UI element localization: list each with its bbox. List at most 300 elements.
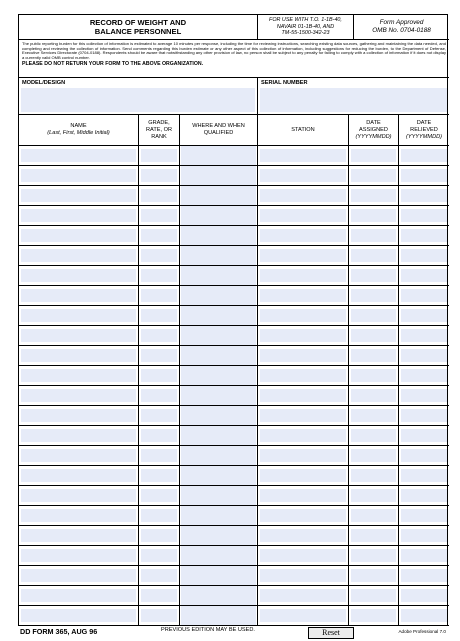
name-cell	[19, 486, 139, 505]
date-assigned-field[interactable]	[351, 549, 396, 562]
table-row	[19, 606, 449, 626]
table-row	[19, 446, 449, 466]
date-relieved-field[interactable]	[401, 369, 447, 382]
date-relieved-field[interactable]	[401, 229, 447, 242]
grade-field[interactable]	[141, 229, 177, 242]
table-row	[19, 566, 449, 586]
date-assigned-cell	[349, 286, 399, 305]
grade-cell	[139, 426, 180, 445]
date-assigned-field[interactable]	[351, 289, 396, 302]
name-field[interactable]	[21, 549, 136, 562]
date-assigned-field[interactable]	[351, 229, 396, 242]
station-cell	[258, 386, 349, 405]
column-header-name	[19, 115, 139, 145]
grade-field[interactable]	[141, 429, 177, 442]
column-header-date-assigned-line3: (YYYYMMDD)	[355, 133, 392, 140]
date-assigned-cell	[349, 526, 399, 545]
name-cell	[19, 506, 139, 525]
station-cell	[258, 606, 349, 625]
grade-cell	[139, 526, 180, 545]
date-assigned-field[interactable]	[351, 309, 396, 322]
date-assigned-cell	[349, 446, 399, 465]
serial-number-field[interactable]	[260, 88, 447, 112]
date-assigned-field[interactable]	[351, 269, 396, 282]
grade-cell	[139, 186, 180, 205]
column-header-qualified-line1: WHERE AND WHEN	[192, 123, 245, 129]
station-cell	[258, 406, 349, 425]
station-cell	[258, 166, 349, 185]
grade-field[interactable]	[141, 289, 177, 302]
date-assigned-cell	[349, 406, 399, 425]
date-relieved-field[interactable]	[401, 509, 447, 522]
column-header-qualified-line2: QUALIFIED	[203, 130, 234, 136]
date-assigned-field[interactable]	[351, 429, 396, 442]
name-field[interactable]	[21, 149, 136, 162]
qualified-field[interactable]	[181, 346, 256, 365]
omb-approval	[354, 15, 449, 40]
qualified-cell	[180, 486, 258, 505]
date-assigned-field[interactable]	[351, 189, 396, 202]
date-assigned-cell	[349, 166, 399, 185]
date-assigned-cell	[349, 586, 399, 605]
station-cell	[258, 546, 349, 565]
date-relieved-field[interactable]	[401, 329, 447, 342]
model-design-label: MODEL/DESIGN	[22, 80, 66, 86]
station-cell	[258, 326, 349, 345]
grade-field[interactable]	[141, 409, 177, 422]
date-assigned-field[interactable]	[351, 449, 396, 462]
form-number: DD FORM 365, AUG 96	[20, 627, 98, 636]
qualified-cell	[180, 466, 258, 485]
station-field[interactable]	[260, 329, 346, 342]
name-field[interactable]	[21, 489, 136, 502]
date-assigned-cell	[349, 486, 399, 505]
table-row	[19, 366, 449, 386]
name-field[interactable]	[21, 389, 136, 402]
date-relieved-field[interactable]	[401, 429, 447, 442]
grade-cell	[139, 146, 180, 165]
grade-cell	[139, 346, 180, 365]
station-cell	[258, 366, 349, 385]
station-field[interactable]	[260, 589, 346, 602]
grade-cell	[139, 406, 180, 425]
grade-field[interactable]	[141, 589, 177, 602]
date-assigned-cell	[349, 466, 399, 485]
station-field[interactable]	[260, 369, 346, 382]
date-relieved-cell	[399, 486, 449, 505]
name-field[interactable]	[21, 589, 136, 602]
date-relieved-cell	[399, 226, 449, 245]
qualified-field[interactable]	[181, 446, 256, 465]
qualified-field[interactable]	[181, 166, 256, 185]
grade-field[interactable]	[141, 549, 177, 562]
date-assigned-field[interactable]	[351, 349, 396, 362]
table-row	[19, 586, 449, 606]
qualified-cell	[180, 446, 258, 465]
column-header-grade-line3: RANK	[151, 133, 167, 140]
name-field[interactable]	[21, 449, 136, 462]
name-cell	[19, 326, 139, 345]
qualified-cell	[180, 326, 258, 345]
station-field[interactable]	[260, 189, 346, 202]
date-relieved-cell	[399, 466, 449, 485]
qualified-field[interactable]	[181, 406, 256, 425]
form-footer	[18, 627, 448, 641]
station-field[interactable]	[260, 309, 346, 322]
qualified-field[interactable]	[181, 426, 256, 445]
date-assigned-cell	[349, 606, 399, 625]
column-header-grade-line1: GRADE,	[148, 119, 170, 126]
name-field[interactable]	[21, 469, 136, 482]
station-cell	[258, 266, 349, 285]
date-relieved-cell	[399, 246, 449, 265]
table-header	[19, 115, 449, 146]
date-assigned-cell	[349, 386, 399, 405]
grade-field[interactable]	[141, 569, 177, 582]
date-relieved-cell	[399, 206, 449, 225]
station-cell	[258, 466, 349, 485]
grade-cell	[139, 266, 180, 285]
date-relieved-field[interactable]	[401, 249, 447, 262]
column-header-grade	[139, 115, 180, 145]
name-field[interactable]	[21, 269, 136, 282]
for-use-line1: FOR USE WITH T.O. 1-1B-40,	[269, 17, 342, 23]
name-cell	[19, 446, 139, 465]
grade-cell	[139, 226, 180, 245]
qualified-field[interactable]	[181, 546, 256, 565]
name-field[interactable]	[21, 349, 136, 362]
date-relieved-field[interactable]	[401, 409, 447, 422]
grade-field[interactable]	[141, 509, 177, 522]
station-field[interactable]	[260, 409, 346, 422]
date-relieved-field[interactable]	[401, 469, 447, 482]
grade-field[interactable]	[141, 369, 177, 382]
station-cell	[258, 446, 349, 465]
do-not-return-warning: PLEASE DO NOT RETURN YOUR FORM TO THE ABOVE ORGANIZATION.	[22, 60, 204, 67]
station-cell	[258, 306, 349, 325]
for-use-line2: NAVAIR 01-1B-40, AND	[276, 23, 335, 30]
date-relieved-field[interactable]	[401, 289, 447, 302]
station-field[interactable]	[260, 609, 346, 622]
name-field[interactable]	[21, 509, 136, 522]
qualified-cell	[180, 146, 258, 165]
station-field[interactable]	[260, 249, 346, 262]
grade-cell	[139, 486, 180, 505]
date-assigned-field[interactable]	[351, 529, 396, 542]
station-field[interactable]	[260, 269, 346, 282]
station-cell	[258, 226, 349, 245]
table-row	[19, 246, 449, 266]
date-assigned-field[interactable]	[351, 329, 396, 342]
date-relieved-cell	[399, 566, 449, 585]
form-approved-label: Form Approved	[379, 19, 424, 26]
grade-cell	[139, 506, 180, 525]
station-field[interactable]	[260, 149, 346, 162]
table-row	[19, 406, 449, 426]
grade-field[interactable]	[141, 329, 177, 342]
qualified-field[interactable]	[181, 466, 256, 485]
date-assigned-cell	[349, 306, 399, 325]
station-cell	[258, 426, 349, 445]
grade-cell	[139, 286, 180, 305]
qualified-field[interactable]	[181, 326, 256, 345]
station-field[interactable]	[260, 229, 346, 242]
date-relieved-field[interactable]	[401, 269, 447, 282]
station-field[interactable]	[260, 349, 346, 362]
column-header-name-line2: (Last, First, Middle Initial)	[47, 130, 110, 136]
column-header-date-relieved	[399, 115, 449, 145]
qualified-field[interactable]	[181, 606, 256, 625]
date-relieved-field[interactable]	[401, 389, 447, 402]
grade-field[interactable]	[141, 529, 177, 542]
date-assigned-field[interactable]	[351, 489, 396, 502]
qualified-field[interactable]	[181, 286, 256, 305]
grade-field[interactable]	[141, 149, 177, 162]
date-relieved-cell	[399, 506, 449, 525]
name-field[interactable]	[21, 529, 136, 542]
date-assigned-field[interactable]	[351, 209, 396, 222]
name-field[interactable]	[21, 309, 136, 322]
name-cell	[19, 426, 139, 445]
name-cell	[19, 346, 139, 365]
table-row	[19, 486, 449, 506]
qualified-field[interactable]	[181, 246, 256, 265]
date-relieved-cell	[399, 306, 449, 325]
software-version: Adobe Professional 7.0	[398, 629, 446, 634]
name-field[interactable]	[21, 229, 136, 242]
station-field[interactable]	[260, 209, 346, 222]
name-field[interactable]	[21, 609, 136, 622]
personnel-table-body	[19, 146, 449, 626]
qualified-field[interactable]	[181, 366, 256, 385]
date-relieved-cell	[399, 266, 449, 285]
name-cell	[19, 226, 139, 245]
column-header-station	[258, 115, 349, 145]
qualified-field[interactable]	[181, 186, 256, 205]
qualified-field[interactable]	[181, 386, 256, 405]
date-relieved-field[interactable]	[401, 609, 447, 622]
date-relieved-field[interactable]	[401, 449, 447, 462]
name-cell	[19, 246, 139, 265]
date-relieved-field[interactable]	[401, 569, 447, 582]
date-relieved-field[interactable]	[401, 549, 447, 562]
station-field[interactable]	[260, 289, 346, 302]
date-relieved-cell	[399, 546, 449, 565]
name-field[interactable]	[21, 209, 136, 222]
column-header-grade-line2: RATE, OR	[145, 126, 172, 133]
date-relieved-cell	[399, 286, 449, 305]
name-field[interactable]	[21, 429, 136, 442]
station-field[interactable]	[260, 469, 346, 482]
date-assigned-field[interactable]	[351, 389, 396, 402]
dd-form-365	[18, 14, 448, 626]
name-cell	[19, 586, 139, 605]
date-assigned-cell	[349, 206, 399, 225]
date-assigned-cell	[349, 226, 399, 245]
reset-button[interactable]: Reset	[308, 627, 354, 639]
name-field[interactable]	[21, 289, 136, 302]
table-row	[19, 506, 449, 526]
qualified-cell	[180, 166, 258, 185]
date-relieved-field[interactable]	[401, 349, 447, 362]
name-field[interactable]	[21, 189, 136, 202]
date-assigned-cell	[349, 266, 399, 285]
date-assigned-field[interactable]	[351, 409, 396, 422]
name-field[interactable]	[21, 569, 136, 582]
grade-cell	[139, 466, 180, 485]
station-cell	[258, 586, 349, 605]
grade-field[interactable]	[141, 609, 177, 622]
grade-cell	[139, 206, 180, 225]
date-assigned-cell	[349, 546, 399, 565]
grade-field[interactable]	[141, 469, 177, 482]
name-cell	[19, 306, 139, 325]
form-header	[19, 15, 449, 40]
name-field[interactable]	[21, 169, 136, 182]
qualified-cell	[180, 366, 258, 385]
grade-cell	[139, 246, 180, 265]
station-field[interactable]	[260, 529, 346, 542]
name-field[interactable]	[21, 249, 136, 262]
qualified-field[interactable]	[181, 206, 256, 225]
qualified-field[interactable]	[181, 526, 256, 545]
name-cell	[19, 166, 139, 185]
table-row	[19, 346, 449, 366]
station-field[interactable]	[260, 569, 346, 582]
qualified-field[interactable]	[181, 506, 256, 525]
station-cell	[258, 246, 349, 265]
table-row	[19, 226, 449, 246]
qualified-cell	[180, 506, 258, 525]
burden-text: The public reporting burden for this collection of information is estimated to average 10 minutes per response, including the time for reviewing instructions, searching existing data sources, gathering and maintaining the data needed, and completing and reviewing the collection of information. Send comments regarding this burden estimate or any other aspect of this collection of information, including suggestions for reducing the burden, to the Department of Defense, Executive Services Directorate (0704-0188). Respondents should be aware that notwithstanding any other provision of law, no person shall be subject to any penalty for failing to comply with a collection of information if it does not display a currently valid OMB control number.	[22, 41, 446, 61]
date-assigned-field[interactable]	[351, 609, 396, 622]
qualified-field[interactable]	[181, 566, 256, 585]
table-row	[19, 266, 449, 286]
qualified-field[interactable]	[181, 586, 256, 605]
name-field[interactable]	[21, 329, 136, 342]
grade-cell	[139, 366, 180, 385]
for-use-with	[258, 15, 354, 40]
station-cell	[258, 526, 349, 545]
date-relieved-field[interactable]	[401, 589, 447, 602]
name-cell	[19, 366, 139, 385]
station-field[interactable]	[260, 169, 346, 182]
serial-number-label: SERIAL NUMBER	[261, 80, 308, 86]
date-relieved-field[interactable]	[401, 189, 447, 202]
station-field[interactable]	[260, 489, 346, 502]
date-assigned-field[interactable]	[351, 569, 396, 582]
qualified-cell	[180, 386, 258, 405]
grade-field[interactable]	[141, 169, 177, 182]
model-design-field[interactable]	[21, 88, 255, 112]
column-header-date-relieved-line1: DATE	[416, 119, 432, 126]
date-assigned-field[interactable]	[351, 249, 396, 262]
qualified-field[interactable]	[181, 226, 256, 245]
qualified-cell	[180, 586, 258, 605]
qualified-cell	[180, 286, 258, 305]
date-assigned-cell	[349, 366, 399, 385]
date-relieved-cell	[399, 406, 449, 425]
name-cell	[19, 186, 139, 205]
date-assigned-field[interactable]	[351, 509, 396, 522]
station-cell	[258, 346, 349, 365]
name-cell	[19, 146, 139, 165]
qualified-field[interactable]	[181, 306, 256, 325]
qualified-cell	[180, 406, 258, 425]
grade-field[interactable]	[141, 269, 177, 282]
grade-field[interactable]	[141, 449, 177, 462]
grade-field[interactable]	[141, 209, 177, 222]
date-assigned-cell	[349, 346, 399, 365]
qualified-field[interactable]	[181, 266, 256, 285]
grade-field[interactable]	[141, 389, 177, 402]
date-assigned-field[interactable]	[351, 589, 396, 602]
date-assigned-field[interactable]	[351, 369, 396, 382]
station-cell	[258, 146, 349, 165]
column-header-name-line1: NAME	[70, 123, 87, 129]
date-relieved-cell	[399, 386, 449, 405]
grade-field[interactable]	[141, 189, 177, 202]
table-row	[19, 426, 449, 446]
date-relieved-field[interactable]	[401, 149, 447, 162]
station-field[interactable]	[260, 429, 346, 442]
qualified-cell	[180, 206, 258, 225]
date-assigned-cell	[349, 146, 399, 165]
name-field[interactable]	[21, 369, 136, 382]
station-cell	[258, 506, 349, 525]
grade-cell	[139, 606, 180, 625]
date-assigned-field[interactable]	[351, 469, 396, 482]
qualified-cell	[180, 186, 258, 205]
station-field[interactable]	[260, 449, 346, 462]
station-cell	[258, 206, 349, 225]
date-relieved-cell	[399, 346, 449, 365]
form-title-line1: RECORD OF WEIGHT AND	[89, 18, 187, 27]
qualified-field[interactable]	[181, 486, 256, 505]
station-field[interactable]	[260, 389, 346, 402]
table-row	[19, 466, 449, 486]
date-relieved-field[interactable]	[401, 529, 447, 542]
column-header-qualified	[180, 115, 258, 145]
name-cell	[19, 386, 139, 405]
grade-cell	[139, 166, 180, 185]
table-row	[19, 326, 449, 346]
date-relieved-cell	[399, 186, 449, 205]
name-cell	[19, 266, 139, 285]
table-row	[19, 166, 449, 186]
grade-field[interactable]	[141, 249, 177, 262]
grade-field[interactable]	[141, 309, 177, 322]
name-field[interactable]	[21, 409, 136, 422]
model-design-cell	[19, 78, 258, 114]
grade-field[interactable]	[141, 489, 177, 502]
date-assigned-field[interactable]	[351, 149, 396, 162]
name-cell	[19, 286, 139, 305]
date-relieved-field[interactable]	[401, 489, 447, 502]
qualified-field[interactable]	[181, 146, 256, 165]
table-row	[19, 306, 449, 326]
date-relieved-field[interactable]	[401, 309, 447, 322]
date-assigned-field[interactable]	[351, 169, 396, 182]
for-use-line3: TM-55-1500-342-23	[281, 30, 330, 37]
grade-cell	[139, 566, 180, 585]
station-field[interactable]	[260, 509, 346, 522]
date-relieved-field[interactable]	[401, 169, 447, 182]
grade-field[interactable]	[141, 349, 177, 362]
date-relieved-field[interactable]	[401, 209, 447, 222]
station-field[interactable]	[260, 549, 346, 562]
qualified-cell	[180, 346, 258, 365]
